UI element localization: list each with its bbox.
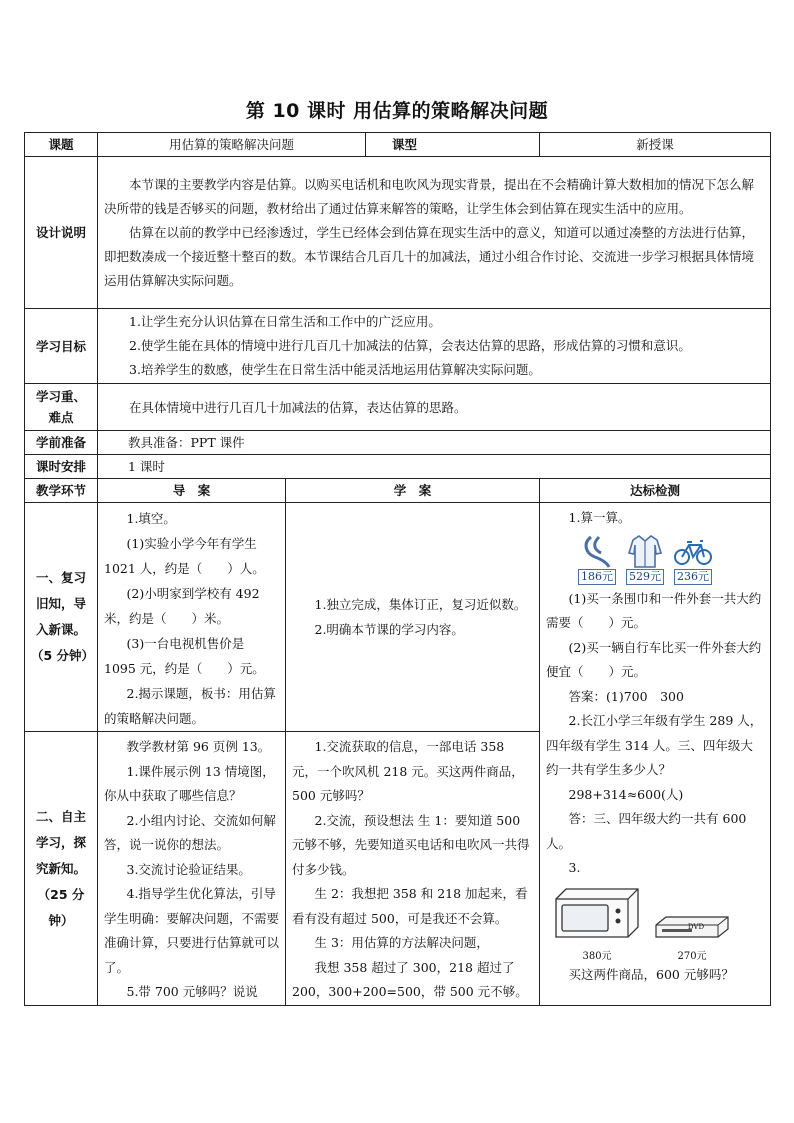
microwave-item xyxy=(552,885,642,964)
section-1-row xyxy=(25,503,771,732)
s2-guide-line: 1.课件展示例 13 情境图，你从中获取了哪些信息？ xyxy=(104,763,275,803)
s1-study-line: 2.明确本节课的学习内容。 xyxy=(314,622,464,637)
check-answer-1: 答案：(1)700 300 xyxy=(568,688,684,704)
schedule-value: 1 课时 xyxy=(98,455,771,479)
prep-label: 学前准备 xyxy=(25,431,98,455)
check-calc: 298+314≈600(人) xyxy=(568,786,684,802)
design-row xyxy=(25,157,771,309)
bicycle-price: 236元 xyxy=(674,569,712,585)
microwave-price: 380元 xyxy=(582,951,612,962)
goal-item: 1.让学生充分认识估算在日常生活和工作中的广泛应用。 xyxy=(129,314,441,329)
s1-label-1: 一、复习 xyxy=(35,570,86,585)
s2-study-line: 生 3：用估算的方法解决问题， xyxy=(314,935,489,950)
scarf-price: 186元 xyxy=(578,569,616,585)
s2-guide-line: 4.指导学生优化算法，引导学生明确：要解决问题，不需要准确计算，只要进行估算就可以了。 xyxy=(104,886,279,975)
col-header-study: 学 案 xyxy=(286,479,540,503)
s2-label-2: 学习，探 xyxy=(35,834,86,850)
design-paragraph-1: 本节课的主要教学内容是估算。以购买电话机和电吹风为现实背景，提出在不会精确计算大数相加的情况下怎么解决所带的钱是否够买的问题，教材给出了通过估算来解答的策略，让学生体会到估算在现实生活中的应用。 xyxy=(104,176,755,216)
type-label: 课型 xyxy=(366,133,540,157)
microwave-icon xyxy=(552,885,642,943)
check-q3-text: 买这两件商品，600 元够吗？ xyxy=(568,967,734,982)
col-header-stage: 教学环节 xyxy=(25,479,98,503)
topic-label: 课题 xyxy=(25,133,98,157)
check-column xyxy=(540,503,771,1006)
coat-price: 529元 xyxy=(626,569,664,585)
dvd-item xyxy=(652,907,732,964)
s2-guide-line: 2.小组内讨论、交流如何解答，说一说你的想法。 xyxy=(104,812,276,852)
prep-value: 教具准备：PPT 课件 xyxy=(98,431,771,455)
page-title: 第 10 课时 用估算的策略解决问题 xyxy=(245,100,549,122)
col-header-guide: 导 案 xyxy=(98,479,286,503)
key-label-line-1: 学习重、 xyxy=(35,389,86,404)
goals-label: 学习目标 xyxy=(25,309,98,384)
schedule-label: 课时安排 xyxy=(25,455,98,479)
check-q1a: (1)买一条围巾和一件外套一共大约需要（ ）元。 xyxy=(546,590,762,630)
check-answer-2: 答：三、四年级大约一共有 600 人。 xyxy=(546,811,747,851)
check-q1b: (2)买一辆自行车比买一件外套大约便宜（ ）元。 xyxy=(546,639,762,679)
check-q2: 2.长江小学三年级有学生 289 人，四年级有学生 314 人。三、四年级大约一共有学生多少人？ xyxy=(546,713,763,777)
s1-guide-line: (3)一台电视机售价是 1095 元，约是（ ）元。 xyxy=(104,636,265,676)
goal-item: 3.培养学生的数感，使学生在日常生活中能灵活地运用估算解决实际问题。 xyxy=(129,362,541,377)
dvd-price: 270元 xyxy=(677,951,707,962)
lesson-plan-table xyxy=(24,132,771,1006)
s2-label-4: （25 分钟） xyxy=(37,886,85,928)
s2-label-3: 究新知。 xyxy=(35,860,86,876)
topic-row xyxy=(25,133,771,157)
s1-label-3: 入新课。 xyxy=(35,622,86,637)
s2-guide-line: 教学教材第 96 页例 13。 xyxy=(126,739,271,754)
s1-guide-line: (2)小明家到学校有 492 米，约是（ ）米。 xyxy=(104,586,260,626)
type-value: 新授课 xyxy=(540,133,771,157)
s1-guide-line: 1.填空。 xyxy=(126,511,176,526)
coat-item xyxy=(624,533,666,585)
goals-row xyxy=(25,309,771,384)
s2-label-1: 二、自主 xyxy=(35,808,86,824)
check-q1: 1.算一算。 xyxy=(568,510,631,525)
s2-study-line: 我想 358 超过了 300，218 超过了 200，300+200=500，带 500 元不够。 xyxy=(292,959,528,999)
goal-item: 2.使学生能在具体的情境中进行几百几十加减法的估算，会表达估算的思路，形成估算的习惯和意识。 xyxy=(129,338,691,353)
s1-label-4: （5 分钟） xyxy=(31,648,95,663)
appliance-items xyxy=(552,885,764,964)
schedule-row xyxy=(25,455,771,479)
prep-row xyxy=(25,431,771,455)
s1-label-2: 旧知，导 xyxy=(35,596,86,611)
col-header-check: 达标检测 xyxy=(540,479,771,503)
s2-study-line: 生 2：我想把 358 和 218 加起来，看看有没有超过 500，可是我还不会算。 xyxy=(292,886,528,926)
key-value: 在具体情境中进行几百几十加减法的估算，表达估算的思路。 xyxy=(129,399,467,415)
topic-value: 用估算的策略解决问题 xyxy=(98,133,366,157)
design-paragraph-2: 估算在以前的教学中已经渗透过，学生已经体会到估算在现实生活中的意义，知道可以通过凑整的方法进行估算，即把数凑成一个接近整十整百的数。本节课结合几百几十的加减法，通过小组合作讨论、交流进一步学习根据具体情境运用估算解决实际问题。 xyxy=(104,224,755,288)
key-label-line-2: 难点 xyxy=(48,410,74,425)
scarf-icon xyxy=(577,533,617,569)
s2-study-line: 2.交流，预设想法 生 1：要知道 500 元够不够，先要知道买电话和电吹风一共得付多少钱。 xyxy=(292,812,530,877)
bicycle-icon xyxy=(673,533,713,569)
s1-guide-line: 2.揭示课题，板书：用估算的策略解决问题。 xyxy=(104,686,276,726)
coat-icon xyxy=(625,533,665,569)
scarf-item xyxy=(576,533,618,585)
key-row xyxy=(25,384,771,431)
s1-study-line: 1.独立完成，集体订正，复习近似数。 xyxy=(314,597,527,612)
s2-guide-line: 5.带 700 元够吗？说说 xyxy=(126,984,258,999)
column-header-row xyxy=(25,479,771,503)
price-items xyxy=(576,533,764,585)
s1-guide-line: (1)实验小学今年有学生 1021 人，约是（ ）人。 xyxy=(104,536,265,576)
design-label: 设计说明 xyxy=(25,157,98,309)
bicycle-item xyxy=(672,533,714,585)
check-q3: 3. xyxy=(568,860,581,875)
s2-guide-line: 3.交流讨论验证结果。 xyxy=(126,861,251,877)
s2-study-line: 1.交流获取的信息，一部电话 358 元，一个吹风机 218 元。买这两件商品，500 元够吗？ xyxy=(292,739,524,803)
